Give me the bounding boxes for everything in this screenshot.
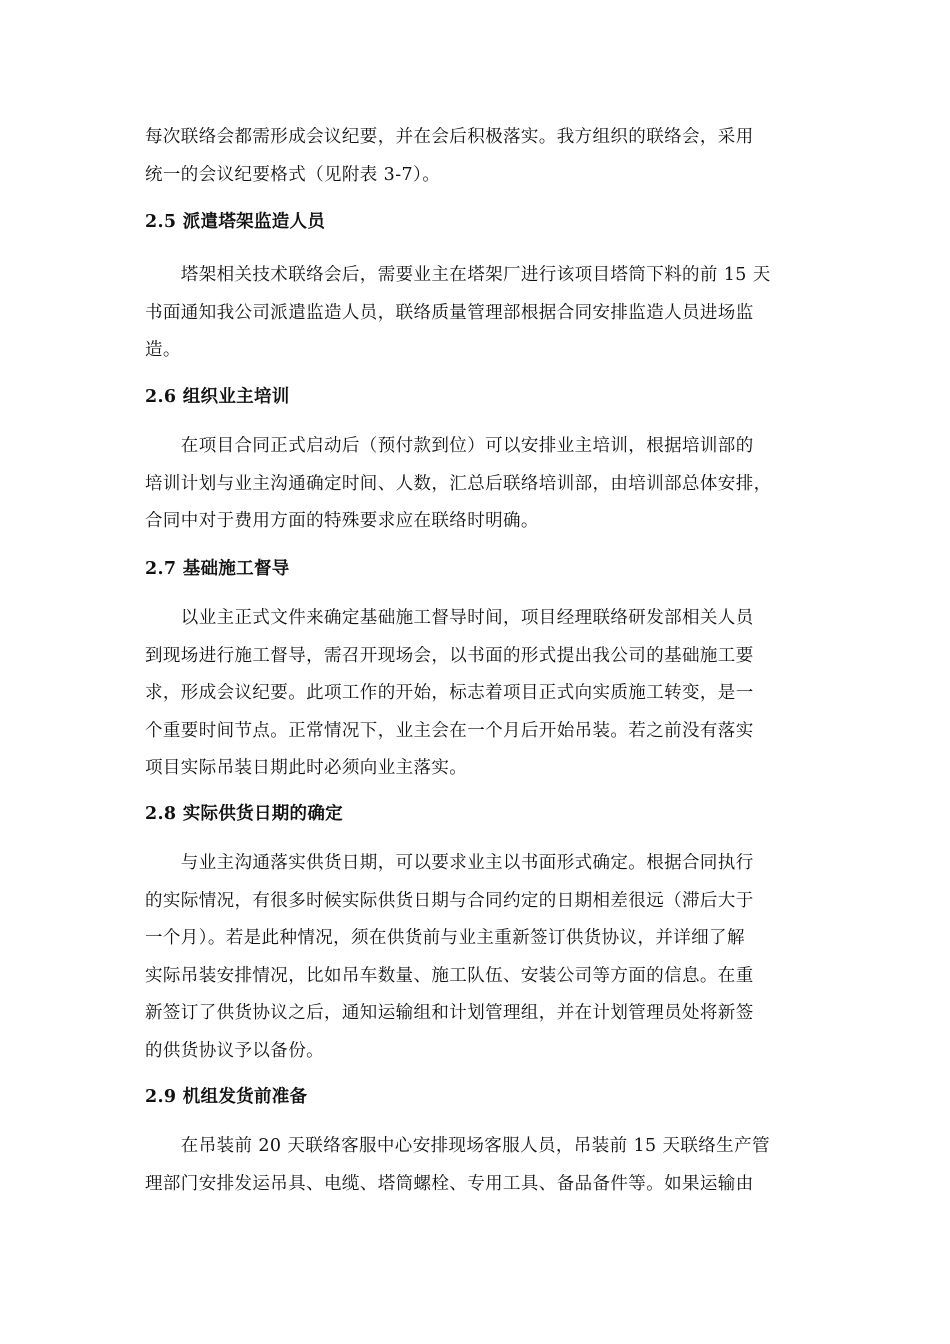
paragraph-foundation-supervision: 以业主正式文件来确定基础施工督导时间，项目经理联络研发部相关人员 到现场进行施工督导，需召开现场会，以书面的形式提出我公司的基础施工要 求，形成会议纪要。此项工作的开始，标志着项目正式向实质施工转变，是一 个重要时间节点。正常情况下，业主会在一个月后开始吊装。若之前没有落实 项目实际吊装日期此时必须向业主落实。: [145, 608, 754, 778]
section-heading-2-8: 2.8 实际供货日期的确定: [145, 804, 343, 824]
section-heading-2-6: 2.6 组织业主培训: [145, 387, 290, 407]
paragraph-delivery-date: 与业主沟通落实供货日期，可以要求业主以书面形式确定。根据合同执行 的实际情况，有很多时候实际供货日期与合同约定的日期相差很远（滞后大于 一个月）。若是此种情况，须在供货前与业主重新签订供货协议，并详细了解 实际吊装安排情况，比如吊车数量、施工队伍、安装公司等方面的信息。在重 新签订了供货协议之后，通知运输组和计划管理组，并在计划管理员处将新签 的供货协议予以备份。: [145, 853, 754, 1061]
section-heading-2-7: 2.7 基础施工督导: [145, 559, 290, 579]
paragraph-owner-training: 在项目合同正式启动后（预付款到位）可以安排业主培训，根据培训部的 培训计划与业主沟通确定时间、人数，汇总后联络培训部，由培训部总体安排， 合同中对于费用方面的特殊要求应在联络时明确。: [145, 436, 772, 531]
section-heading-2-5: 2.5 派遣塔架监造人员: [145, 212, 326, 232]
paragraph-tower-supervision: 塔架相关技术联络会后，需要业主在塔架厂进行该项目塔筒下料的前 15 天 书面通知我公司派遣监造人员，联络质量管理部根据合同安排监造人员进场监 造。: [145, 265, 771, 360]
paragraph-pre-shipment: 在吊装前 20 天联络客服中心安排现场客服人员，吊装前 15 天联络生产管 理部门安排发运吊具、电缆、塔筒螺栓、专用工具、备品备件等。如果运输由: [145, 1136, 770, 1194]
paragraph-meeting-minutes: 每次联络会都需形成会议纪要，并在会后积极落实。我方组织的联络会，采用 统一的会议纪要格式（见附表 3-7）。: [145, 127, 754, 185]
section-heading-2-9: 2.9 机组发货前准备: [145, 1087, 308, 1107]
